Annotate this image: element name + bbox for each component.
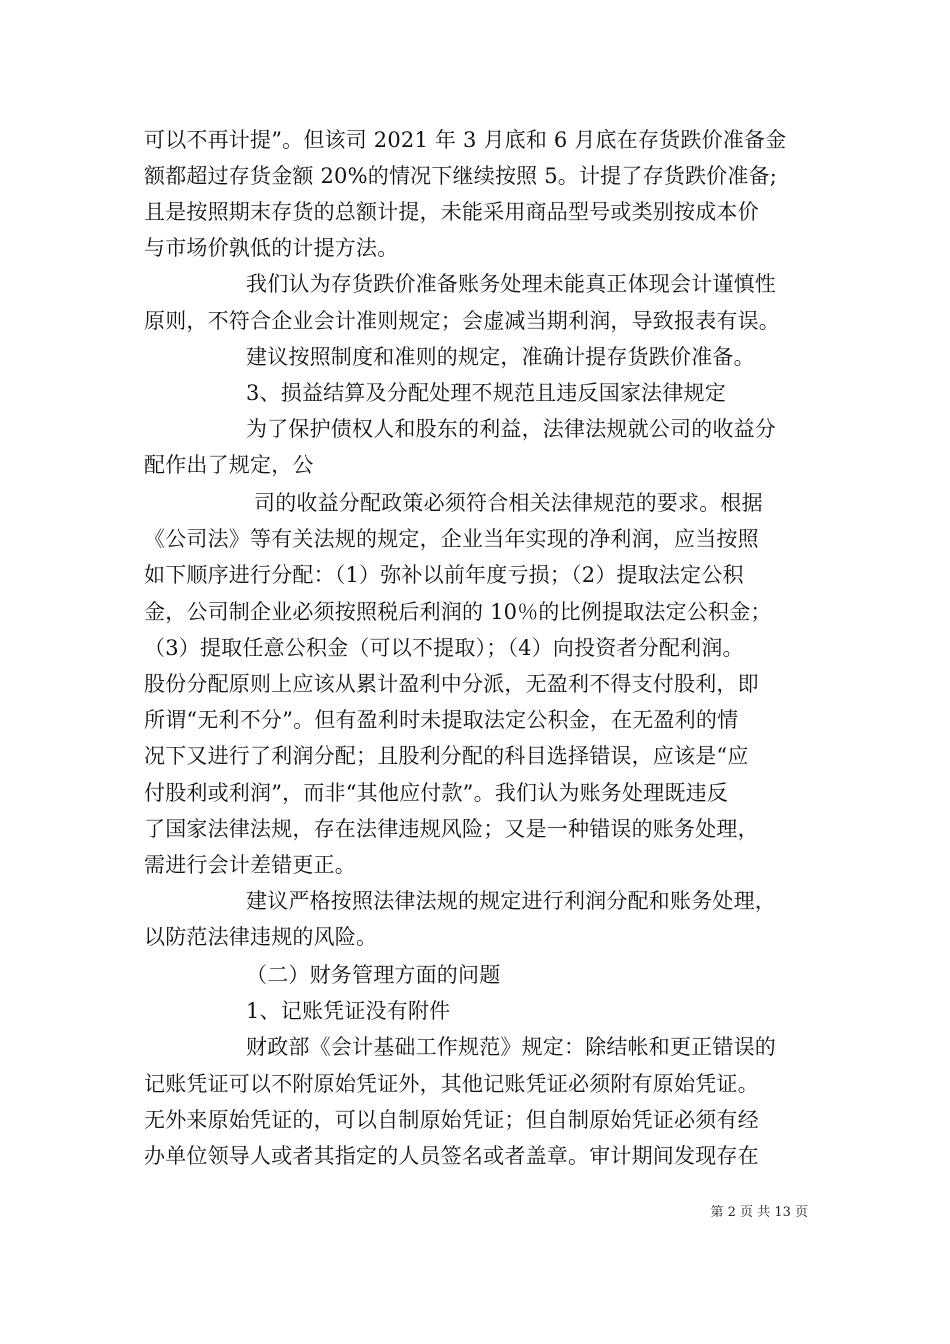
section-heading: 3、损益结算及分配处理不规范且违反国家法律规定	[246, 381, 726, 405]
text-line: 付股利或利润”，而非“其他应付款”。我们认为账务处理既违反	[144, 781, 729, 805]
text-line: 所谓“无利不分”。但有盈利时未提取法定公积金，在无盈利的情	[144, 708, 739, 732]
text-line: 股份分配原则上应该从累计盈利中分派，无盈利不得支付股利，即	[144, 672, 759, 696]
text-line: 如下顺序进行分配：（1）弥补以前年度亏损；（2）提取法定公积	[144, 563, 744, 587]
text-line: 为了保护债权人和股东的利益，法律法规就公司的收益分	[246, 417, 776, 441]
text-line: 建议严格按照法律法规的规定进行利润分配和账务处理，	[246, 889, 776, 913]
text-line: 以防范法律违规的风险。	[144, 925, 378, 949]
text-line: 记账凭证可以不附原始凭证外，其他记账凭证必须附有原始凭证。	[144, 1072, 759, 1096]
text-line: 无外来原始凭证的，可以自制原始凭证；但自制原始凭证必须有经	[144, 1108, 759, 1132]
page-number-footer: 第 2 页 共 13 页	[710, 1205, 808, 1220]
text-line: 建议按照制度和准则的规定，准确计提存货跌价准备。	[246, 345, 755, 369]
text-line: 配作出了规定，公	[144, 453, 314, 477]
text-line: 况下又进行了利润分配；且股利分配的科目选择错误，应该是“应	[144, 744, 749, 768]
text-line: 办单位领导人或者其指定的人员签名或者盖章。审计期间发现存在	[144, 1144, 759, 1168]
section-heading: （二）财务管理方面的问题	[246, 963, 501, 987]
text-line: 与市场价孰低的计提方法。	[144, 236, 399, 260]
text-line: 《公司法》等有关法规的规定，企业当年实现的净利润，应当按照	[144, 527, 759, 551]
text-line: 金，公司制企业必须按照税后利润的 10％的比例提取法定公积金；	[144, 600, 772, 624]
text-line: 了国家法律法规，存在法律违规风险；又是一种错误的账务处理，	[144, 817, 759, 841]
section-heading: 1、记账凭证没有附件	[246, 999, 451, 1023]
text-line: 且是按照期末存货的总额计提，未能采用商品型号或类别按成本价	[144, 200, 759, 224]
text-line: 额都超过存货金额 20%的情况下继续按照 5。计提了存货跌价准备;	[144, 164, 778, 188]
text-line: 原则，不符合企业会计准则规定；会虚减当期利润，导致报表有误。	[144, 309, 780, 333]
text-line: 司的收益分配政策必须符合相关法律规范的要求。根据	[254, 491, 763, 515]
text-line: 可以不再计提”。但该司 2021 年 3 月底和 6 月底在存货跌价准备金	[144, 128, 787, 152]
text-line: （3）提取任意公积金（可以不提取）；（4）向投资者分配利润。	[144, 636, 744, 660]
text-line: 我们认为存货跌价准备账务处理未能真正体现会计谨慎性	[246, 272, 776, 296]
text-line: 需进行会计差错更正。	[144, 853, 356, 877]
text-line: 财政部《会计基础工作规范》规定：除结帐和更正错误的	[246, 1035, 776, 1059]
